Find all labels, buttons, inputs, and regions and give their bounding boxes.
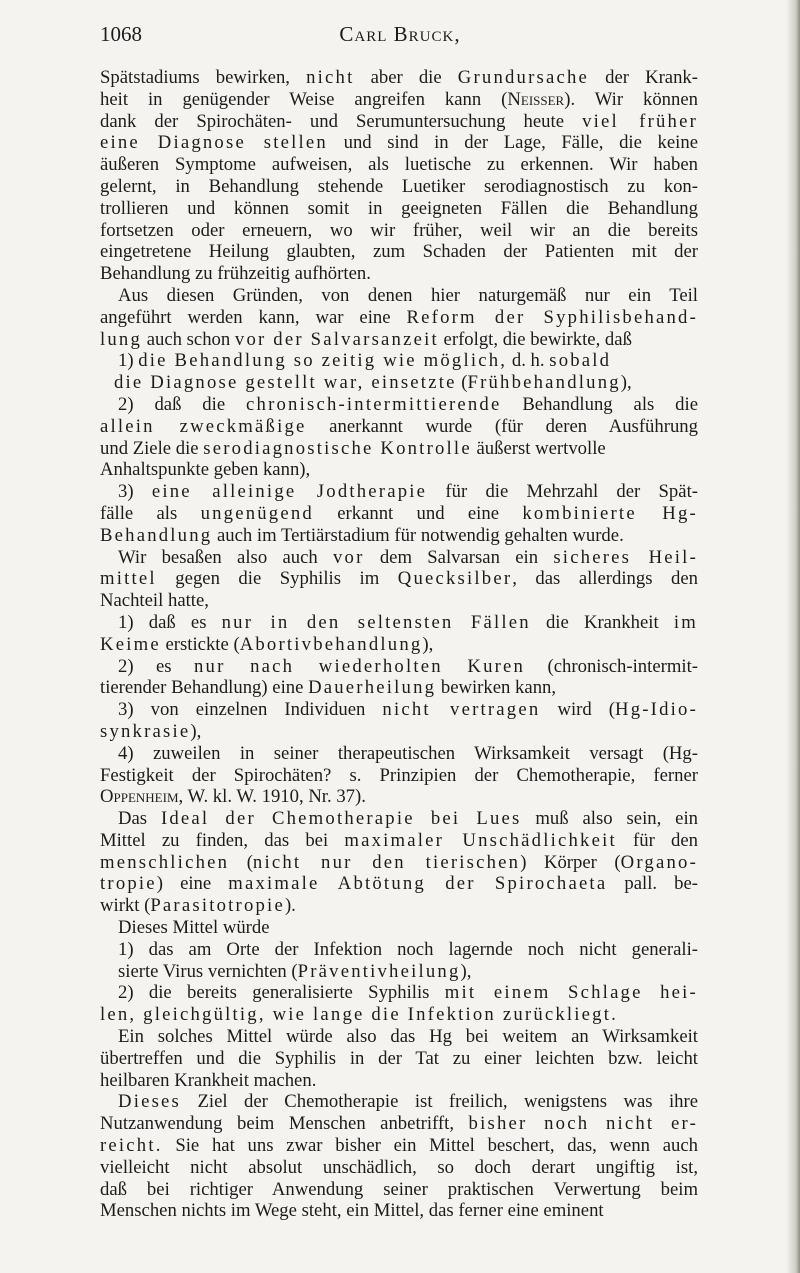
- text-run: daß bei richtiger Anwendung seiner praktischen Verwertung beim: [100, 1178, 698, 1200]
- text-line: [100, 132, 698, 154]
- text-line: [100, 721, 698, 743]
- spaced-emphasis: nur nach wiederholten Kuren: [193, 655, 526, 677]
- text-line: [100, 961, 698, 983]
- text-line: [100, 699, 698, 721]
- text-line: [100, 285, 698, 307]
- text-line: [100, 372, 698, 394]
- text-run: für die Mehrzahl der Spät-: [427, 481, 698, 503]
- spaced-emphasis: nicht: [306, 67, 355, 88]
- text-run: aber die: [354, 67, 458, 88]
- text-run: Nutzanwendung beim Menschen anbetrifft,: [100, 1113, 469, 1135]
- text-line: [100, 481, 698, 503]
- text-line: [100, 677, 698, 699]
- text-line: [100, 438, 698, 460]
- text-run: Behandlung zu frühzeitig aufhörten.: [100, 263, 371, 285]
- text-line: [100, 982, 698, 1004]
- text-run: ).: [284, 895, 296, 917]
- spaced-emphasis: Dauerheilung: [308, 677, 437, 699]
- spaced-emphasis: die Diagnose gestellt war, einsetzte: [114, 372, 457, 394]
- text-run: 2) daß die: [118, 393, 247, 415]
- spaced-emphasis: maximale Abtötung der Spirochaeta: [228, 873, 608, 895]
- text-line: [100, 895, 698, 917]
- spaced-emphasis: allein zweckmäßige: [100, 415, 307, 437]
- text-run: fälle als: [100, 502, 201, 524]
- author-name: Neisser: [507, 88, 565, 110]
- text-run: bewirken kann,: [436, 677, 557, 699]
- spaced-emphasis: Hg-Idio-: [615, 699, 698, 721]
- text-run: ),: [620, 372, 632, 394]
- spaced-emphasis: Dieses: [118, 1091, 182, 1113]
- spaced-emphasis: eine Diagnose stellen: [100, 132, 328, 154]
- text-run: heilbaren Krankheit machen.: [100, 1069, 317, 1091]
- spaced-emphasis: im: [673, 611, 698, 633]
- text-line: [100, 1135, 698, 1157]
- spaced-emphasis: die Behandlung so zeitig wie möglich,: [138, 350, 508, 372]
- page-edge-shadow: [786, 0, 800, 1273]
- text-run: Sie hat uns zwar bisher ein Mittel beschert, das, wenn auch: [162, 1135, 698, 1157]
- spaced-emphasis: chronisch-intermittierende: [246, 393, 502, 415]
- text-run: Mittel zu finden, das bei: [100, 829, 345, 851]
- text-line: [100, 394, 698, 416]
- text-run: wirkt (: [100, 895, 151, 917]
- text-line: [100, 503, 698, 525]
- text-run: Dieses Mittel würde: [118, 917, 270, 939]
- text-line: [100, 1048, 698, 1070]
- spaced-emphasis: serodiagnostische Kontrolle: [203, 437, 472, 459]
- spaced-emphasis: sobald: [549, 350, 612, 372]
- text-line: [100, 656, 698, 678]
- text-run: dank der Spirochäten- und Serumuntersuchung heute: [100, 110, 583, 132]
- page-header: [100, 22, 700, 52]
- text-line: [100, 808, 698, 830]
- text-run: muß also sein, ein: [521, 808, 698, 830]
- spaced-emphasis: Organo-: [620, 851, 698, 873]
- text-run: 2) die bereits generalisierte Syphilis: [118, 982, 445, 1004]
- spaced-emphasis: nicht nur den tierischen: [252, 851, 521, 873]
- text-line: [100, 830, 698, 852]
- text-line: [100, 634, 698, 656]
- spaced-emphasis: reicht.: [100, 1135, 163, 1157]
- spaced-emphasis: Abortivbehandlung: [239, 633, 423, 655]
- text-line: [100, 547, 698, 569]
- text-run: Wir besaßen also auch: [118, 546, 334, 568]
- text-run: übertreffen und die Syphilis in der Tat zu einer leichten bzw. leicht: [100, 1047, 698, 1069]
- text-line: [100, 873, 698, 895]
- text-run: für den: [616, 829, 698, 851]
- spaced-emphasis: Grundursache: [457, 67, 589, 88]
- text-run: ) eine: [156, 873, 229, 895]
- running-head: Carl Bruck,: [339, 22, 461, 46]
- text-run: vielleicht nicht absolut unschädlich, so doch derart ungiftig ist,: [100, 1156, 698, 1178]
- text-run: 3) von einzelnen Individuen: [118, 699, 383, 721]
- text-line: [100, 743, 698, 765]
- text-run: äußerst wertvolle: [471, 437, 606, 459]
- text-line: [100, 220, 698, 242]
- text-run: wird (: [540, 699, 615, 721]
- spaced-emphasis: nicht vertragen: [382, 699, 541, 721]
- text-run: Spätstadiums bewirken,: [100, 67, 307, 88]
- text-line: [100, 176, 698, 198]
- text-run: 2) es: [118, 655, 194, 677]
- text-run: 1) daß es: [118, 611, 222, 633]
- text-line: [100, 1113, 698, 1135]
- text-line: [100, 89, 698, 111]
- text-line: [100, 1179, 698, 1201]
- text-line: [100, 612, 698, 634]
- text-run: äußeren Symptome aufweisen, als luetische zu erkennen. Wir haben: [100, 154, 698, 176]
- spaced-emphasis: menschlichen: [100, 851, 230, 873]
- text-line: [100, 198, 698, 220]
- text-line: [100, 111, 698, 133]
- text-run: eingetretene Heilung glaubten, zum Schaden der Patienten mit der: [100, 241, 698, 263]
- spaced-emphasis: Präventivheilung: [297, 960, 461, 982]
- text-run: (: [229, 851, 253, 873]
- text-run: sierte Virus vernichten (: [118, 960, 298, 982]
- text-run: erkannt und eine: [313, 502, 523, 524]
- text-run: Aus diesen Gründen, von denen hier naturgemäß nur ein Teil: [118, 284, 698, 306]
- spaced-emphasis: len, gleichgültig, wie lange die Infektion zurückliegt.: [100, 1004, 618, 1026]
- text-run: 1): [118, 350, 139, 372]
- spaced-emphasis: bisher noch nicht er-: [468, 1113, 699, 1135]
- text-run: dem Salvarsan ein: [364, 546, 554, 568]
- text-line: [100, 329, 698, 351]
- spaced-emphasis: eine alleinige Jodtherapie: [151, 481, 428, 503]
- text-run: und sind in der Lage, Fälle, die keine: [327, 132, 699, 154]
- text-run: die Krankheit: [530, 611, 674, 633]
- text-run: gelernt, in Behandlung stehende Luetiker serodiagnostisch zu kon-: [100, 175, 698, 197]
- text-run: der Krank-: [589, 67, 698, 88]
- spaced-emphasis: Quecksilber: [397, 568, 513, 590]
- text-run: d. h.: [507, 350, 550, 372]
- text-run: ),: [422, 633, 434, 655]
- spaced-emphasis: lung: [100, 328, 143, 350]
- text-run: (chronisch-intermit-: [525, 655, 698, 677]
- text-line: [100, 1200, 698, 1222]
- text-line: [100, 786, 698, 808]
- text-line: [100, 765, 698, 787]
- spaced-emphasis: Reform der Syphilisbehand-: [406, 306, 699, 328]
- text-line: [100, 590, 698, 612]
- spaced-emphasis: ungenügend: [200, 502, 314, 524]
- spaced-emphasis: Frühbehandlung: [467, 372, 621, 394]
- text-line: [100, 241, 698, 263]
- text-line: [100, 154, 698, 176]
- text-run: ) Körper (: [520, 851, 621, 873]
- spaced-emphasis: mit einem Schlage hei-: [444, 982, 698, 1004]
- text-run: (: [456, 372, 468, 394]
- text-line: [100, 852, 698, 874]
- text-run: ),: [460, 960, 472, 982]
- spaced-emphasis: mittel: [100, 568, 157, 590]
- page-number: 1068: [100, 22, 142, 46]
- text-line: [100, 307, 698, 329]
- text-run: Ziel der Chemotherapie ist freilich, wenigstens was ihre: [181, 1091, 698, 1113]
- text-run: Ein solches Mittel würde also das Hg bei weitem an Wirksamkeit: [118, 1026, 698, 1048]
- text-run: 3): [118, 481, 152, 503]
- text-run: auch im Tertiärstadium für notwendig gehalten wurde.: [212, 524, 624, 546]
- body-text: [100, 67, 698, 1222]
- text-line: [100, 1091, 698, 1113]
- text-run: auch schon: [142, 328, 235, 350]
- spaced-emphasis: tropie: [100, 873, 157, 895]
- text-line: [100, 350, 698, 372]
- text-line: [100, 1004, 698, 1026]
- text-run: und Ziele die: [100, 437, 204, 459]
- text-run: Behandlung als die: [501, 393, 698, 415]
- text-line: [100, 939, 698, 961]
- text-line: [100, 263, 698, 285]
- spaced-emphasis: Parasitotropie: [150, 895, 285, 917]
- spaced-emphasis: sicheres Heil-: [553, 546, 698, 568]
- text-run: 4) zuweilen in seiner therapeutischen Wirksamkeit versagt (Hg-: [118, 742, 698, 764]
- text-run: Das: [118, 808, 161, 830]
- spaced-emphasis: synkrasie: [100, 720, 191, 742]
- spaced-emphasis: vor: [333, 546, 365, 568]
- author-name: Oppenheim: [100, 786, 179, 808]
- text-line: [100, 525, 698, 547]
- text-run: , das allerdings den: [512, 568, 698, 590]
- spaced-emphasis: viel früher: [582, 110, 699, 132]
- text-run: anerkannt wurde (für deren Ausführung: [306, 415, 698, 437]
- text-run: gegen die Syphilis im: [156, 568, 398, 590]
- spaced-emphasis: kombinierte Hg-: [522, 502, 698, 524]
- text-line: [100, 1070, 698, 1092]
- text-run: ). Wir können: [564, 88, 699, 110]
- text-run: angeführt werden kann, war eine: [100, 306, 407, 328]
- spaced-emphasis: Keime: [100, 633, 161, 655]
- text-run: Festigkeit der Spirochäten? s. Prinzipien der Chemotherapie, ferner: [100, 764, 698, 786]
- spaced-emphasis: nur in den seltensten Fällen: [221, 611, 531, 633]
- text-line: [100, 1026, 698, 1048]
- text-line: [100, 1157, 698, 1179]
- text-run: fortsetzen oder erneuern, wo wir früher, weil wir an die bereits: [100, 219, 698, 241]
- text-line: [100, 67, 698, 89]
- text-line: [100, 416, 698, 438]
- spaced-emphasis: Behandlung: [100, 524, 213, 546]
- text-line: [100, 917, 698, 939]
- text-run: tierender Behandlung) eine: [100, 677, 309, 699]
- text-run: , W. kl. W. 1910, Nr. 37).: [178, 786, 366, 808]
- text-run: erstickte (: [160, 633, 240, 655]
- text-run: Anhaltspunkte geben kann),: [100, 459, 311, 481]
- spaced-emphasis: vor der Salvarsanzeit: [234, 328, 439, 350]
- text-run: trollieren und können somit in geeigneten Fällen die Behandlung: [100, 197, 698, 219]
- text-line: [100, 568, 698, 590]
- text-run: pall. be-: [607, 873, 698, 895]
- text-run: ),: [190, 720, 202, 742]
- spaced-emphasis: maximaler Unschädlichkeit: [344, 829, 617, 851]
- text-run: erfolgt, die bewirkte, daß: [438, 328, 632, 350]
- text-run: 1) das am Orte der Infektion noch lagernde noch nicht generali-: [118, 938, 698, 960]
- text-line: [100, 459, 698, 481]
- text-run: heit in genügender Weise angreifen kann (: [100, 88, 508, 110]
- text-run: Menschen nichts im Wege steht, ein Mittel, das ferner eine eminent: [100, 1200, 604, 1222]
- spaced-emphasis: Ideal der Chemotherapie bei Lues: [160, 808, 522, 830]
- text-run: Nachteil hatte,: [100, 590, 209, 612]
